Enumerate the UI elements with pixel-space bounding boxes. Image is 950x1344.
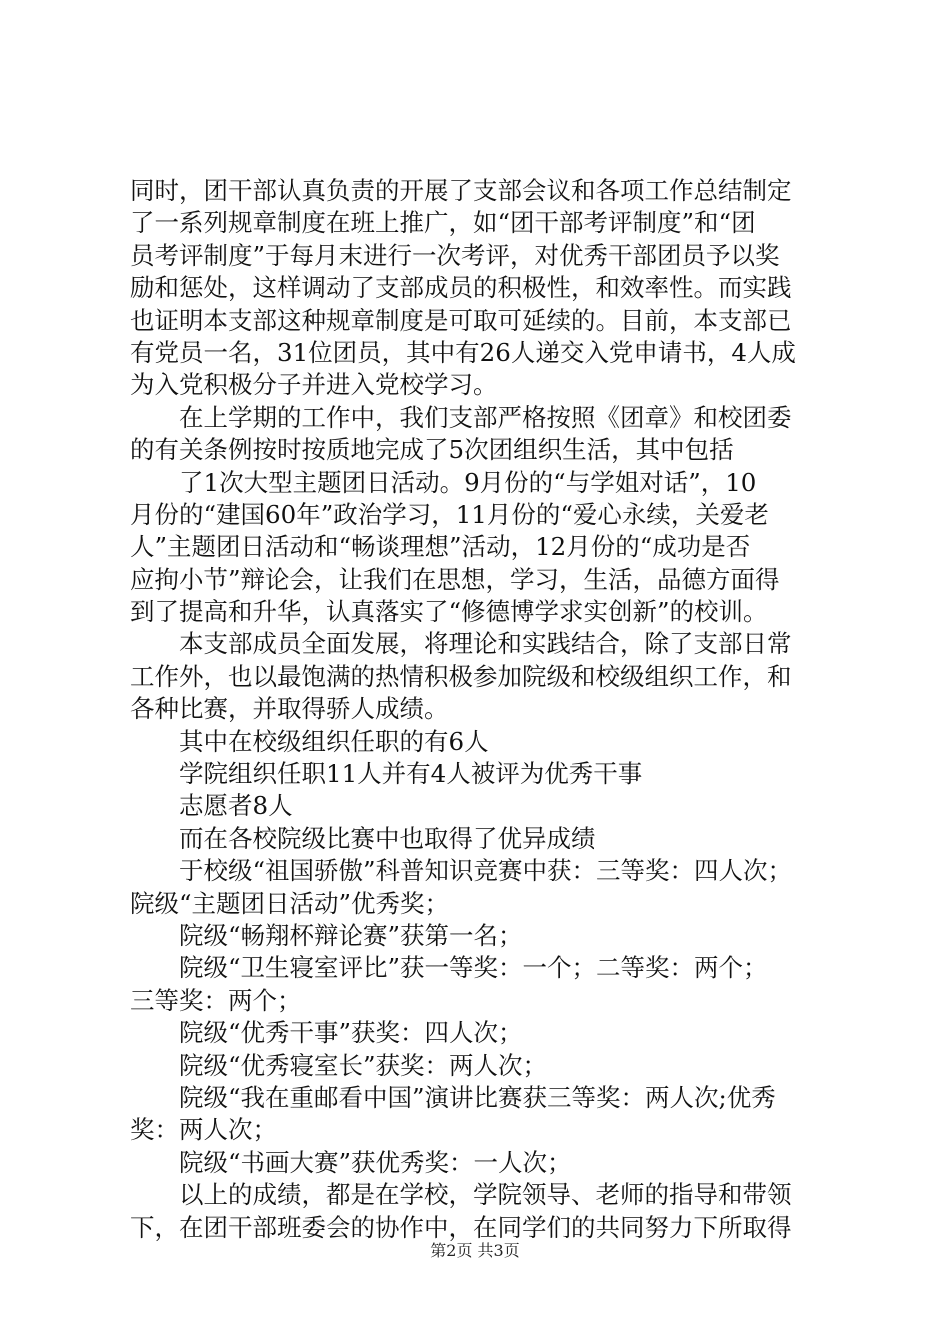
text-line: 也证明本支部这种规章制度是可取可延续的。目前，本支部已: [130, 305, 792, 335]
text-line: 同时，团干部认真负责的开展了支部会议和各项工作总结制定: [130, 176, 792, 205]
text-line: 各种比赛，并取得骄人成绩。: [130, 694, 449, 724]
text-line: 工作外，也以最饱满的热情积极参加院级和校级组织工作，和: [130, 661, 792, 691]
text-line: 下，在团干部班委会的协作中，在同学们的共同努力下所取得: [130, 1212, 792, 1242]
text-line: 了一系列规章制度在班上推广，如“团干部考评制度”和“团: [130, 208, 756, 238]
text-line: 人”主题团日活动和“畅谈理想”活动，12月份的“成功是否: [130, 532, 751, 562]
text-line: 院级“主题团日活动”优秀奖；: [130, 888, 450, 918]
text-line: 到了提高和升华，认真落实了“修德博学求实创新”的校训。: [130, 597, 768, 627]
text-line: 院级“畅翔杯辩论赛”获第一名；: [130, 920, 523, 950]
text-line: 了1次大型主题团日活动。9月份的“与学姐对话”，10: [130, 467, 757, 497]
text-line: 以上的成绩，都是在学校，学院领导、老师的指导和带领: [130, 1180, 792, 1210]
body-text: [130, 175, 830, 1244]
text-line: 为入党积极分子并进入党校学习。: [130, 370, 498, 400]
text-line: 而在各校院级比赛中也取得了优异成绩: [130, 823, 596, 853]
text-line: 志愿者8人: [130, 791, 293, 821]
text-line: 院级“优秀干事”获奖：四人次；: [130, 1018, 523, 1048]
text-line: 员考评制度”于每月末进行一次考评，对优秀干部团员予以奖: [130, 240, 780, 270]
text-line: 奖：两人次；: [130, 1115, 277, 1145]
text-line: 月份的“建国60年”政治学习，11月份的“爱心永续，关爱老: [130, 499, 769, 529]
text-line: 院级“优秀寝室长”获奖：两人次；: [130, 1050, 548, 1080]
text-line: 的有关条例按时按质地完成了5次团组织生活，其中包括: [130, 435, 734, 465]
text-line: 有党员一名，31位团员，其中有26人递交入党申请书，4人成: [130, 337, 796, 367]
text-line: 在上学期的工作中，我们支部严格按照《团章》和校团委: [130, 402, 792, 432]
text-line: 学院组织任职11人并有4人被评为优秀干事: [130, 759, 643, 789]
page-number-footer: 第2页 共3页: [430, 1241, 520, 1260]
text-line: 院级“卫生寝室评比”获一等奖：一个；二等奖：两个；: [130, 953, 768, 983]
text-line: 院级“书画大赛”获优秀奖：一人次；: [130, 1147, 572, 1177]
text-line: 于校级“祖国骄傲”科普知识竞赛中获：三等奖：四人次；: [130, 856, 793, 886]
text-line: 本支部成员全面发展，将理论和实践结合，除了支部日常: [130, 629, 792, 659]
text-line: 院级“我在重邮看中国”演讲比赛获三等奖：两人次;优秀: [130, 1082, 776, 1112]
text-line: 应拘小节”辩论会，让我们在思想，学习，生活，品德方面得: [130, 564, 780, 594]
text-line: 其中在校级组织任职的有6人: [130, 726, 489, 756]
text-line: 励和惩处，这样调动了支部成员的积极性，和效率性。而实践: [130, 273, 792, 303]
text-line: 三等奖：两个；: [130, 985, 302, 1015]
